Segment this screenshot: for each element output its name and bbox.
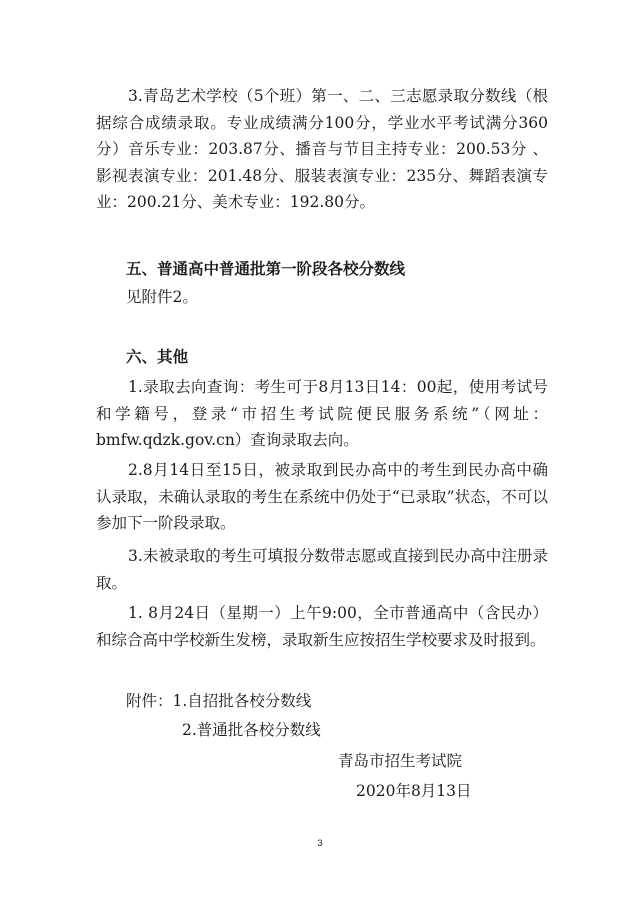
- paragraph-see-attachment-2: 见附件2。: [126, 288, 198, 306]
- paragraph-admission-query: 1.录取去向查询：考生可于8月13日14：00起，使用考试号和学籍号，登录“市招生考试院便民服务系统”（网址：bmfw.qdzk.gov.cn）查询录取去向。: [96, 378, 548, 449]
- signature-date: 2020年8月13日: [356, 782, 472, 800]
- paragraph-private-school-confirmation: 2.8月14日至15日，被录取到民办高中的考生到民办高中确认录取，未确认录取的考生在系统中仍处于“已录取”状态，不可以参加下一阶段录取。: [96, 461, 548, 532]
- paragraph-qingdao-art-school: 3.青岛艺术学校（5个班）第一、二、三志愿录取分数线（根据综合成绩录取。专业成绩满分100分，学业水平考试满分360分）音乐专业：203.87分、播音与节目主持专业：200.53分 、影视表演专业：201.48分、服装表演专业：235分、舞蹈表演专业：200.21分、美术专业：192.80分。: [96, 87, 548, 211]
- attachments-line-2: 2.普通批各校分数线: [182, 721, 321, 739]
- page-number: 3: [317, 838, 323, 848]
- heading-section-5: 五、普通高中普通批第一阶段各校分数线: [126, 260, 406, 278]
- heading-section-6: 六、其他: [126, 348, 189, 366]
- paragraph-results-announcement: 1. 8月24日（星期一）上午9:00，全市普通高中（含民办）和综合高中学校新生发榜，录取新生应按招生学校要求及时报到。: [96, 604, 548, 649]
- paragraph-unadmitted-students: 3.未被录取的考生可填报分数带志愿或直接到民办高中注册录取。: [96, 547, 548, 592]
- signature-organization: 青岛市招生考试院: [338, 752, 463, 770]
- attachments-line-1: 附件：1.自招批各校分数线: [126, 692, 312, 710]
